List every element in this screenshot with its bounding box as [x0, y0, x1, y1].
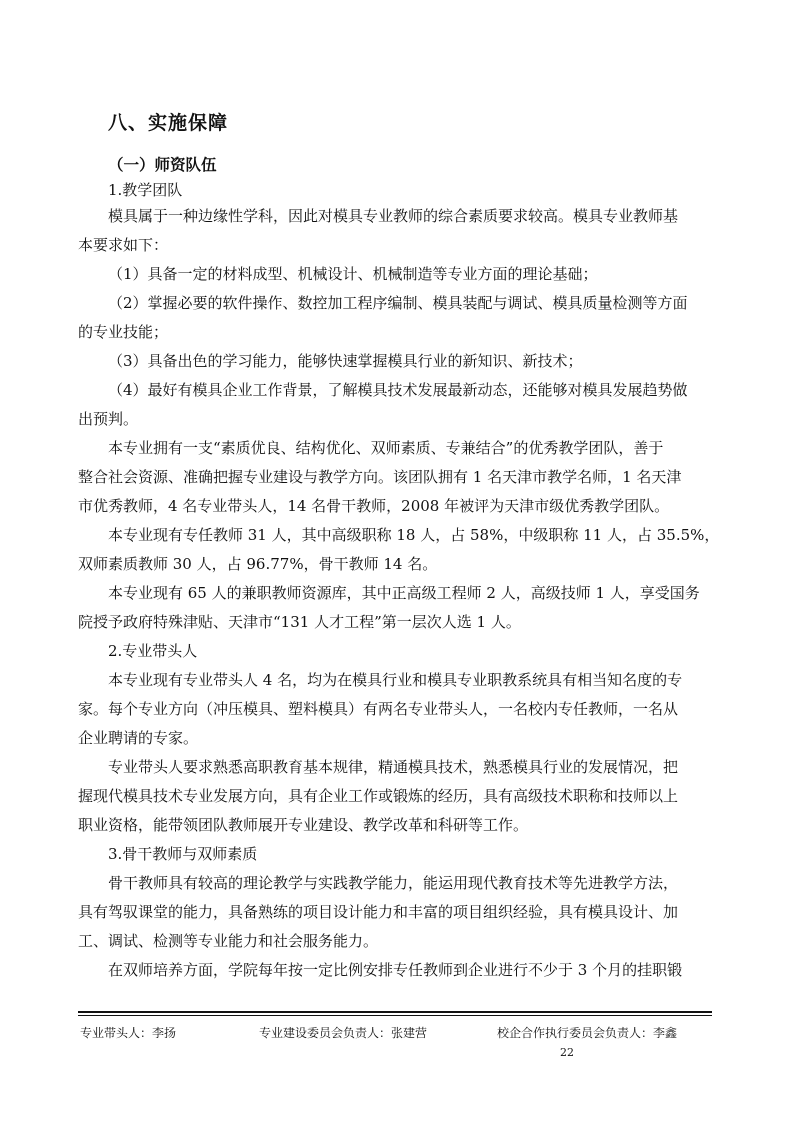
paragraph-line: 本要求如下： — [78, 236, 169, 254]
page-number: 22 — [560, 1046, 574, 1059]
paragraph-line: （2）掌握必要的软件操作、数控加工程序编制、模具装配与调试、模具质量检测等方面 — [108, 294, 688, 312]
paragraph-line: 家。每个专业方向（冲压模具、塑料模具）有两名专业带头人，一名校内专任教师，一名从 — [78, 700, 679, 718]
paragraph-line: 本专业现有专任教师 31 人，其中高级职称 18 人，占 58%，中级职称 11 人，占 35.5%， — [108, 526, 720, 544]
paragraph-line: 出预判。 — [78, 410, 139, 428]
paragraph-line: （3）具备出色的学习能力，能够快速掌握模具行业的新知识、新技术； — [108, 352, 583, 370]
footer-committee-head: 专业建设委员会负责人：张建营 — [259, 1026, 428, 1040]
paragraph-line: （1）具备一定的材料成型、机械设计、机械制造等专业方面的理论基础； — [108, 265, 598, 283]
paragraph-line: 本专业现有专业带头人 4 名，均为在模具行业和模具专业职教系统具有相当知名度的专 — [108, 671, 683, 689]
paragraph-line: 骨干教师具有较高的理论教学与实践教学能力，能运用现代教育技术等先进教学方法， — [108, 874, 679, 892]
paragraph-line: 的专业技能； — [78, 323, 169, 341]
heading-program-leader: 2.专业带头人 — [108, 642, 198, 660]
paragraph-line: 握现代模具技术专业发展方向，具有企业工作或锻炼的经历，具有高级技术职称和技师以上 — [78, 787, 679, 805]
heading-teaching-team: 1.教学团队 — [108, 181, 183, 199]
footer-program-leader: 专业带头人：李扬 — [80, 1026, 177, 1040]
paragraph-line: 具有驾驭课堂的能力，具备熟练的项目设计能力和丰富的项目组织经验，具有模具设计、加 — [78, 903, 679, 921]
paragraph-line: 工、调试、检测等专业能力和社会服务能力。 — [78, 932, 379, 950]
footer-cooperation-head: 校企合作执行委员会负责人：李鑫 — [497, 1026, 678, 1040]
paragraph-line: 院授予政府特殊津贴、天津市“131 人才工程”第一层次人选 1 人。 — [78, 613, 521, 631]
paragraph-line: 本专业拥有一支“素质优良、结构优化、双师素质、专兼结合”的优秀教学团队，善于 — [108, 439, 664, 457]
paragraph-line: 市优秀教师，4 名专业带头人，14 名骨干教师，2008 年被评为天津市级优秀教学团队。 — [78, 497, 670, 515]
footer-divider — [78, 1011, 712, 1013]
paragraph-line: 专业带头人要求熟悉高职教育基本规律，精通模具技术，熟悉模具行业的发展情况，把 — [108, 758, 679, 776]
paragraph-line: 企业聘请的专家。 — [78, 729, 199, 747]
subsection-title: （一）师资队伍 — [108, 156, 217, 174]
section-title: 八、实施保障 — [108, 112, 229, 134]
paragraph-line: 模具属于一种边缘性学科，因此对模具专业教师的综合素质要求较高。模具专业教师基 — [108, 207, 679, 225]
footer-divider-thin — [78, 1015, 712, 1016]
paragraph-line: 整合社会资源、准确把握专业建设与教学方向。该团队拥有 1 名天津市教学名师，1 名天津 — [78, 468, 682, 486]
heading-backbone-teachers: 3.骨干教师与双师素质 — [108, 845, 258, 863]
paragraph-line: 本专业现有 65 人的兼职教师资源库，其中正高级工程师 2 人，高级技师 1 人，享受国务 — [108, 584, 700, 602]
paragraph-line: （4）最好有模具企业工作背景，了解模具技术发展最新动态，还能够对模具发展趋势做 — [108, 381, 688, 399]
paragraph-line: 职业资格，能带领团队教师展开专业建设、教学改革和科研等工作。 — [78, 816, 529, 834]
paragraph-line: 在双师培养方面，学院每年按一定比例安排专任教师到企业进行不少于 3 个月的挂职锻 — [108, 961, 683, 979]
paragraph-line: 双师素质教师 30 人，占 96.77%，骨干教师 14 名。 — [78, 555, 438, 573]
